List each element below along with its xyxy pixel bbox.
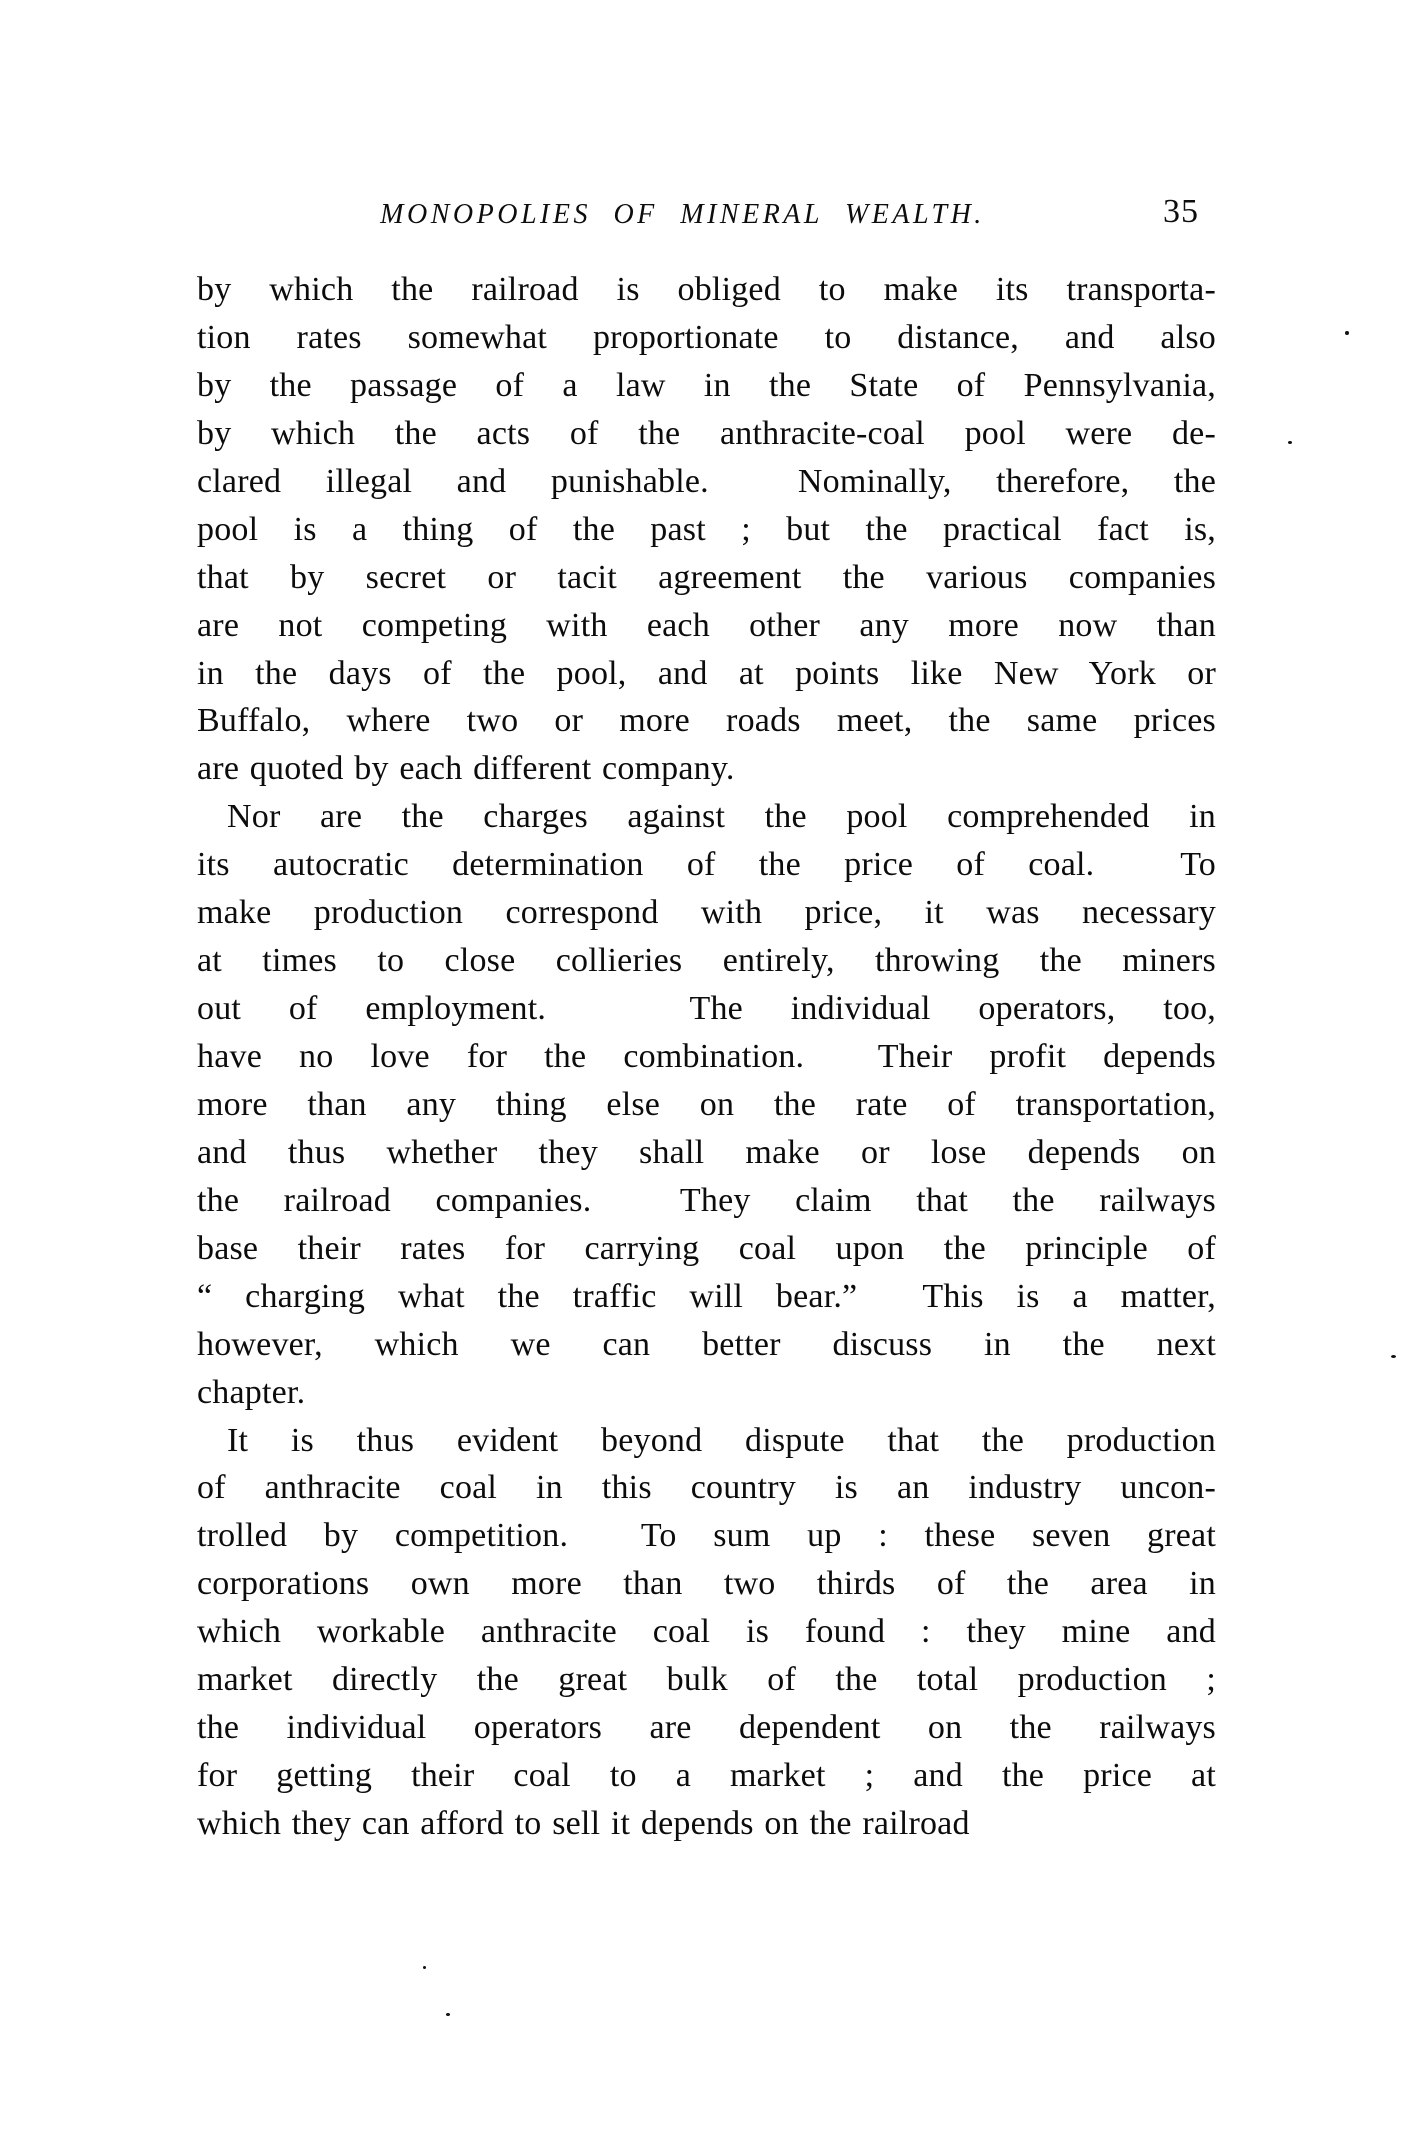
text-line: Buffalo, where two or more roads meet, the same prices bbox=[197, 702, 1216, 740]
text-line: by which the acts of the anthracite-coal pool were de- bbox=[197, 414, 1216, 452]
text-line: trolled by competition. To sum up : these seven great bbox=[197, 1517, 1216, 1555]
text-line: market directly the great bulk of the total production ; bbox=[197, 1661, 1216, 1699]
text-line: by the passage of a law in the State of Pennsylvania, bbox=[197, 366, 1216, 404]
text-line: It is thus evident beyond dispute that the production bbox=[227, 1421, 1216, 1459]
text-line: corporations own more than two thirds of the area in bbox=[197, 1565, 1216, 1603]
text-line: Nor are the charges against the pool comprehended in bbox=[227, 798, 1216, 836]
text-line: are quoted by each different company. bbox=[197, 750, 735, 788]
text-line: which they can afford to sell it depends on the railroad bbox=[197, 1805, 970, 1842]
paragraph bbox=[197, 266, 1216, 793]
text-line: pool is a thing of the past ; but the practical fact is, bbox=[197, 510, 1216, 548]
text-line: chapter. bbox=[197, 1373, 306, 1411]
text-line: the railroad companies. They claim that the railways bbox=[197, 1181, 1216, 1219]
paragraph bbox=[197, 793, 1216, 1416]
text-line: for getting their coal to a market ; and the price at bbox=[197, 1757, 1216, 1795]
text-line: have no love for the combination. Their profit depends bbox=[197, 1038, 1216, 1075]
text-line: its autocratic determination of the price of coal. To bbox=[197, 846, 1216, 884]
scan-speck bbox=[1391, 1355, 1396, 1358]
text-line: “ charging what the traffic will bear.” This is a matter, bbox=[197, 1277, 1216, 1315]
scan-speck bbox=[446, 2013, 450, 2016]
scan-speck bbox=[1288, 441, 1292, 444]
text-line: the individual operators are dependent on the railways bbox=[197, 1709, 1216, 1747]
text-line: which workable anthracite coal is found : they mine and bbox=[197, 1613, 1216, 1651]
text-line: clared illegal and punishable. Nominally, therefore, the bbox=[197, 462, 1216, 500]
text-line: in the days of the pool, and at points like New York or bbox=[197, 654, 1216, 692]
text-line: more than any thing else on the rate of transportation, bbox=[197, 1085, 1216, 1123]
text-line: are not competing with each other any more now than bbox=[197, 606, 1216, 644]
running-head: MONOPOLIES OF MINERAL WEALTH. bbox=[380, 199, 985, 230]
text-line: however, which we can better discuss in the next bbox=[197, 1325, 1216, 1363]
text-line: base their rates for carrying coal upon the principle of bbox=[197, 1229, 1216, 1267]
text-block bbox=[197, 266, 1216, 1848]
text-line: that by secret or tacit agreement the various companies bbox=[197, 558, 1216, 596]
text-line: out of employment. The individual operators, too, bbox=[197, 990, 1216, 1028]
text-line: of anthracite coal in this country is an industry uncon- bbox=[197, 1469, 1216, 1507]
page-number: 35 bbox=[1163, 193, 1199, 230]
text-line: at times to close collieries entirely, throwing the miners bbox=[197, 942, 1216, 980]
text-line: tion rates somewhat proportionate to distance, and also bbox=[197, 318, 1216, 356]
paragraph bbox=[197, 1417, 1216, 1848]
scan-speck bbox=[423, 1966, 426, 1969]
text-line: and thus whether they shall make or lose depends on bbox=[197, 1133, 1216, 1171]
text-line: by which the railroad is obliged to make its transporta- bbox=[197, 271, 1216, 308]
text-line: make production correspond with price, it was necessary bbox=[197, 894, 1216, 932]
scan-speck bbox=[1345, 331, 1349, 335]
